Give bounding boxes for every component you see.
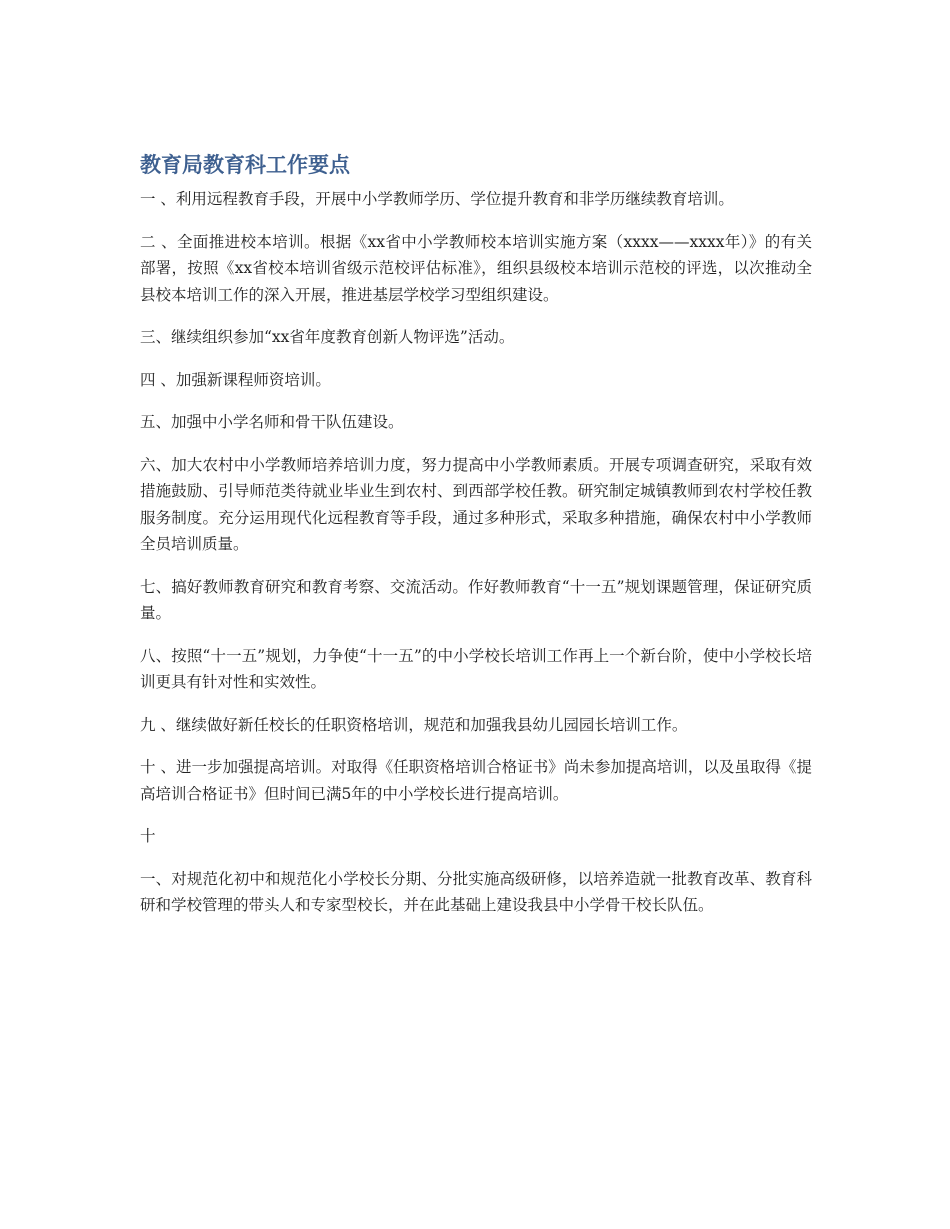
paragraph-4: 四 、加强新课程师资培训。 <box>140 370 331 389</box>
paragraph-12: 一、对规范化初中和规范化小学校长分期、分批实施高级研修，以培养造就一批教育改革、教育科研和学校管理的带头人和专家型校长，并在此基础上建设我县中小学骨干校长队伍。 <box>140 869 812 914</box>
paragraph-2: 二 、全面推进校本培训。根据《xx省中小学教师校本培训实施方案（xxxx——xxxx年）》的有关部署，按照《xx省校本培训省级示范校评估标准》，组织县级校本培训示范校的评选，以次推动全县校本培训工作的深入开展，推进基层学校学习型组织建设。 <box>140 232 812 304</box>
document-title: 教育局教育科工作要点 <box>140 153 350 177</box>
paragraph-11: 十 <box>140 827 156 845</box>
paragraph-6: 六、加大农村中小学教师培养培训力度，努力提高中小学教师素质。开展专项调查研究，采取有效措施鼓励、引导师范类待就业毕业生到农村、到西部学校任教。研究制定城镇教师到农村学校任教服务制度。充分运用现代化远程教育等手段，通过多种形式，采取多种措施，确保农村中小学教师全员培训质量。 <box>140 455 812 553</box>
paragraph-10: 十 、进一步加强提高培训。对取得《任职资格培训合格证书》尚未参加提高培训，以及虽取得《提高培训合格证书》但时间已满5年的中小学校长进行提高培训。 <box>140 758 812 803</box>
paragraph-7: 七、搞好教师教育研究和教育考察、交流活动。作好教师教育“十一五”规划课题管理，保证研究质量。 <box>140 577 812 622</box>
document-body <box>140 150 812 935</box>
paragraph-3: 三、继续组织参加“xx省年度教育创新人物评选”活动。 <box>140 328 515 346</box>
paragraph-5: 五、加强中小学名师和骨干队伍建设。 <box>140 413 404 431</box>
paragraph-8: 八、按照“十一五”规划，力争使“十一五”的中小学校长培训工作再上一个新台阶，使中小学校长培训更具有针对性和实效性。 <box>140 646 812 691</box>
paragraph-1: 一 、利用远程教育手段，开展中小学教师学历、学位提升教育和非学历继续教育培训。 <box>140 190 734 208</box>
paragraph-9: 九 、继续做好新任校长的任职资格培训，规范和加强我县幼儿园园长培训工作。 <box>140 715 688 734</box>
